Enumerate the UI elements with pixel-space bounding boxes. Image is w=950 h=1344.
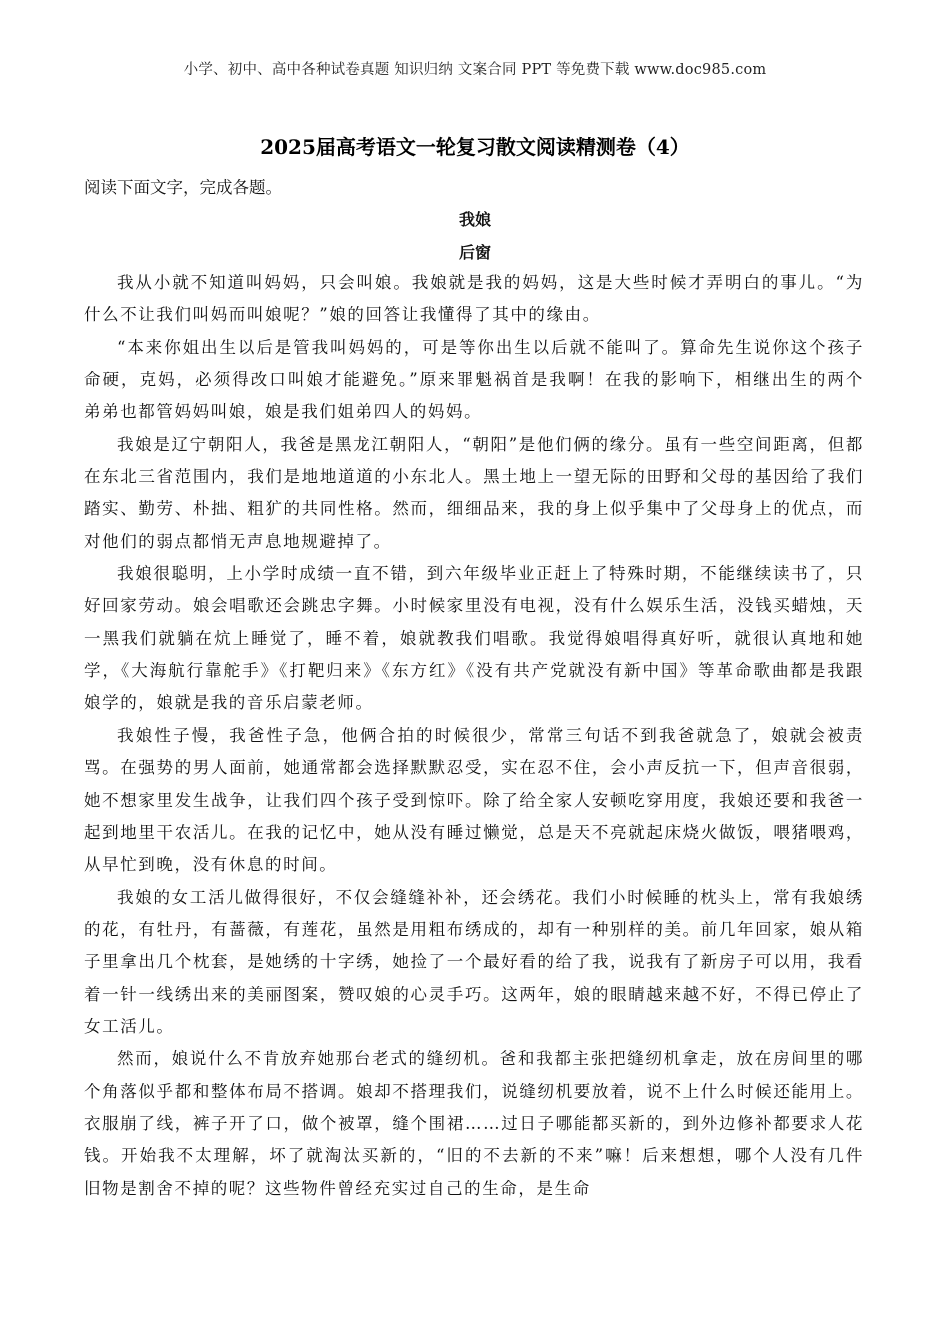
essay-title: 我娘: [458, 210, 491, 229]
paragraph: 我从小就不知道叫妈妈，只会叫娘。我娘就是我的妈妈，这是大些时候才弄明白的事儿。“为什么不让我们叫妈而叫娘呢？”娘的回答让我懂得了其中的缘由。: [84, 273, 864, 325]
essay-body: [84, 267, 864, 1205]
paragraph: 我娘很聪明，上小学时成绩一直不错，到六年级毕业正赶上了特殊时期，不能继续读书了，只好回家劳动。娘会唱歌还会跳忠字舞。小时候家里没有电视，没有什么娱乐生活，没钱买蜡烛，天一黑我们就躺在炕上睡觉了，睡不着，娘就教我们唱歌。我觉得娘唱得真好听，就很认真地和她学，《大海航行靠舵手》《打靶归来》《东方红》《没有共产党就没有新中国》等革命歌曲都是我跟娘学的，娘就是我的音乐启蒙老师。: [84, 564, 864, 713]
essay-author: 后窗: [458, 243, 491, 262]
document-title: 2025届高考语文一轮复习散文阅读精测卷（4）: [260, 135, 690, 159]
paragraph: 我娘的女工活儿做得很好，不仅会缝缝补补，还会绣花。我们小时候睡的枕头上，常有我娘绣的花，有牡丹，有蔷薇，有莲花，虽然是用粗布绣成的，却有一种别样的美。前几年回家，娘从箱子里拿出几个枕套，是她绣的十字绣，她捡了一个最好看的给了我，说我有了新房子可以用，我看着一针一线绣出来的美丽图案，赞叹娘的心灵手巧。这两年，娘的眼睛越来越不好，不得已停止了女工活儿。: [84, 887, 864, 1036]
paragraph: 我娘是辽宁朝阳人，我爸是黑龙江朝阳人，“朝阳”是他们俩的缘分。虽有一些空间距离，但都在东北三省范围内，我们是地地道道的小东北人。黑土地上一望无际的田野和父母的基因给了我们踏实、勤劳、朴拙、粗犷的共同性格。然而，细细品来，我的身上似乎集中了父母身上的优点，而对他们的弱点都悄无声息地规避掉了。: [84, 434, 864, 551]
paragraph: 我娘性子慢，我爸性子急，他俩合拍的时候很少，常常三句话不到我爸就急了，娘就会被责骂。在强势的男人面前，她通常都会选择默默忍受，实在忍不住，会小声反抗一下，但声音很弱，她不想家里发生战争，让我们四个孩子受到惊吓。除了给全家人安顿吃穿用度，我娘还要和我爸一起到地里干农活儿。在我的记忆中，她从没有睡过懒觉，总是天不亮就起床烧火做饭，喂猪喂鸡，从早忙到晚，没有休息的时间。: [84, 725, 864, 875]
reading-instruction: 阅读下面文字，完成各题。: [84, 178, 282, 197]
paragraph: “本来你姐出生以后是管我叫妈妈的，可是等你出生以后就不能叫了。算命先生说你这个孩子命硬，克妈，必须得改口叫娘才能避免。”原来罪魁祸首是我啊！在我的影响下，相继出生的两个弟弟也都管妈妈叫娘，娘是我们姐弟四人的妈妈。: [84, 337, 864, 422]
paragraph: 然而，娘说什么不肯放弃她那台老式的缝纫机。爸和我都主张把缝纫机拿走，放在房间里的哪个角落似乎都和整体布局不搭调。娘却不搭理我们，说缝纫机要放着，说不上什么时候还能用上。衣服崩了线，裤子开了口，做个被罩，缝个围裙……过日子哪能都买新的，到外边修补都要求人花钱。开始我不太理解，坏了就淘汰买新的，“旧的不去新的不来”嘛！后来想想，哪个人没有几件旧物是割舍不掉的呢？这些物件曾经充实过自己的生命，是生命: [84, 1049, 864, 1198]
site-header-note: 小学、初中、高中各种试卷真题 知识归纳 文案合同 PPT 等免费下载 www.doc985.com: [183, 62, 767, 78]
